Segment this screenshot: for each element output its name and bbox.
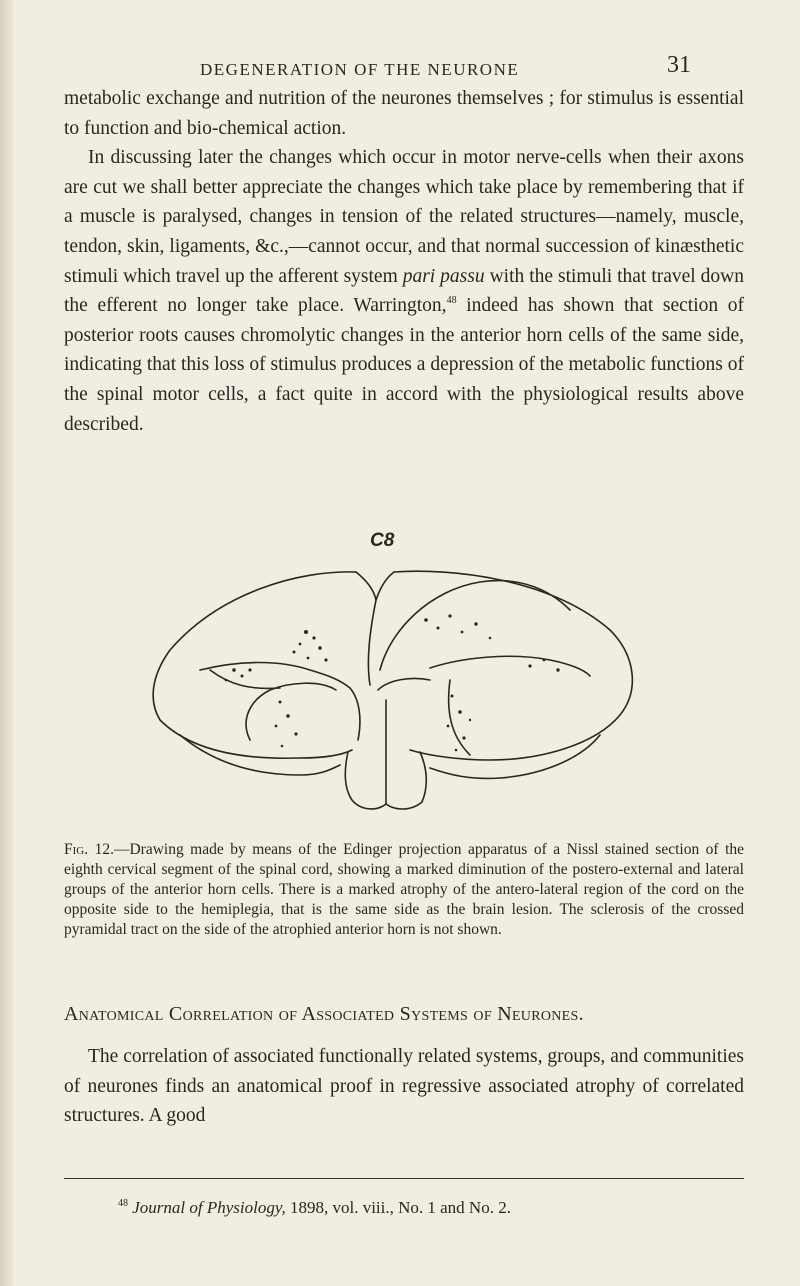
anterior-fissure-left: [345, 752, 386, 809]
lateral-horn-left: [210, 670, 280, 688]
footnote-marker: 48: [118, 1198, 128, 1209]
page-edge-shadow: [0, 0, 14, 1286]
caption-text: —Drawing made by means of the Edinger projection apparatus of a Nissl stained section of the eighth cervical segment of the spinal cord, showing a marked diminution of the postero-external and lateral groups of the anterior horn cells. There is a marked atrophy of the antero-lateral region of the cord on the opposite side to the hemiplegia, that is the same side as the brain lesion. The sclerosis of the crossed pyramidal tract on the side of the atrophied anterior horn is not shown.: [64, 841, 745, 938]
cord-outline-right: [394, 571, 632, 760]
spinal-cord-figure: [130, 520, 650, 820]
stipple-dot: [241, 675, 244, 678]
stipple-dot: [543, 659, 546, 662]
stipple-dot: [324, 658, 327, 661]
stipple-dot: [437, 627, 440, 630]
nissl-stippling: [225, 614, 560, 751]
stipple-dot: [474, 622, 477, 625]
posterior-median-septum: [356, 572, 394, 600]
anterior-horn-left: [246, 683, 336, 740]
stipple-dot: [469, 719, 471, 721]
stipple-dot: [458, 710, 462, 714]
stipple-dot: [448, 614, 451, 617]
figure-caption: [64, 840, 744, 940]
footnote-reference: 48: [446, 295, 457, 307]
grey-matter-right: [430, 656, 590, 676]
stipple-dot: [528, 664, 531, 667]
italic-phrase: pari passu: [402, 265, 485, 287]
stipple-dot: [307, 657, 310, 660]
running-head: DEGENERATION OF THE NEURONE: [200, 60, 520, 79]
stipple-dot: [293, 651, 296, 654]
stipple-dot: [279, 701, 282, 704]
stipple-dot: [489, 637, 492, 640]
section-paragraph: The correlation of associated functionally related systems, groups, and communities of neurones finds an anatomical proof in regressive associated atrophy of correlated structures. A good: [64, 1046, 744, 1127]
footnote: [118, 1198, 511, 1218]
stipple-dot: [455, 749, 458, 752]
anterior-outline-right: [430, 735, 600, 778]
footnote-details: 1898, vol. viii., No. 1 and No. 2.: [285, 1198, 511, 1217]
stipple-dot: [225, 679, 228, 682]
section-heading: Anatomical Correlation of Associated Systems of Neurones.: [64, 1003, 584, 1025]
stipple-dot: [556, 668, 559, 671]
stipple-dot: [447, 725, 450, 728]
section-body: [64, 1042, 744, 1131]
page-number: 31: [667, 52, 691, 78]
stipple-dot: [312, 636, 315, 639]
stipple-dot: [275, 725, 278, 728]
stipple-dot: [294, 732, 297, 735]
paragraph-2-part-a: In discussing later the changes which occur in motor nerve-cells when their axons are cut we shall better appreciate the changes which take place by remembering that if a muscle is paralysed, changes in tension of the related structures—namely, muscle, tendon, skin, ligaments, &c.,—cannot occur, and that normal succession of kinæsthetic stimuli which travel up the afferent system: [64, 147, 744, 287]
anterior-fissure-right: [386, 752, 426, 809]
anterior-horn-right: [449, 680, 470, 755]
anterior-outline-left: [180, 735, 340, 775]
stipple-dot: [299, 643, 302, 646]
stipple-dot: [232, 668, 236, 672]
stipple-dot: [451, 695, 454, 698]
paragraph-2: [64, 143, 744, 439]
cord-outline-left: [153, 572, 356, 758]
paragraph-2-part-b: with the stimuli that travel down the efferent no longer take place. Warrington,: [64, 265, 744, 317]
stipple-dot: [462, 736, 465, 739]
stipple-dot: [424, 618, 428, 622]
stipple-dot: [461, 631, 464, 634]
posterior-column-left: [368, 600, 376, 685]
stipple-dot: [304, 630, 308, 634]
spinal-cord-drawing: [130, 520, 650, 820]
stipple-dot: [318, 646, 322, 650]
segment-label: C8: [370, 530, 395, 551]
stipple-dot: [286, 714, 290, 718]
central-canal: [378, 678, 430, 690]
body-text: [64, 84, 744, 439]
footnote-journal: Journal of Physiology,: [132, 1198, 286, 1217]
caption-label: Fig. 12.: [64, 841, 114, 858]
paragraph-1: metabolic exchange and nutrition of the neurones themselves ; for stimulus is essential to function and bio-chemical action.: [64, 88, 744, 139]
stipple-dot: [281, 745, 284, 748]
footnote-rule: [64, 1178, 744, 1179]
stipple-dot: [248, 668, 251, 671]
paragraph-2-part-c: indeed has shown that section of posterior roots causes chromolytic changes in the anterior horn cells of the same side, indicating that this loss of stimulus produces a depression of the metabolic functions of the spinal motor cells, a fact quite in accord with the physiological results above described.: [64, 295, 744, 435]
